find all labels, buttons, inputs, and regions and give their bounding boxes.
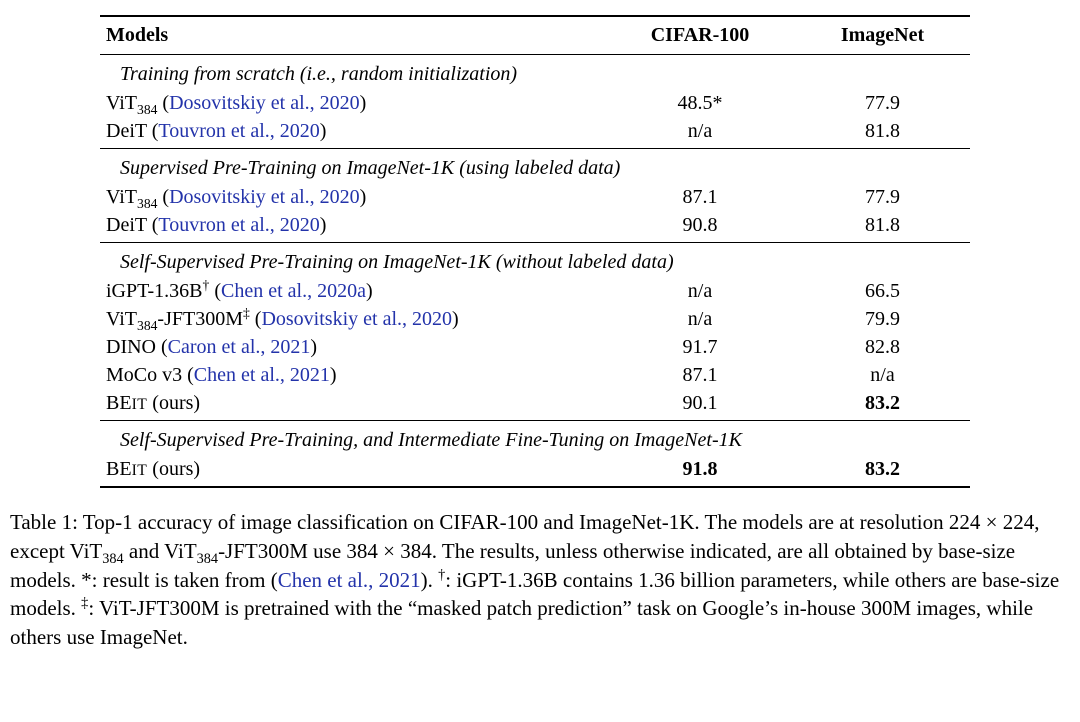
model-cell [100,91,605,116]
citation-link[interactable]: Dosovitskiy et al., 2020 [261,307,452,330]
results-table [100,15,970,488]
model-cell [100,335,605,360]
model-cell [100,391,605,416]
section-title [100,246,970,277]
text-run: Table 1: Top-1 accuracy of image classification on CIFAR-100 and ImageNet-1K. The models are at resolution 224 × 224, except ViT [10,510,1040,563]
model-cell [100,213,605,238]
imagenet-value: 82.8 [865,335,900,358]
table-body [100,54,970,483]
table-top-rule [100,15,970,17]
table-row [100,333,970,361]
cifar-100-value: 90.1 [682,391,718,414]
table-row [100,277,970,305]
table-header-row [100,20,970,51]
section-title [100,152,970,183]
imagenet-value: 79.9 [865,307,900,330]
model-cell [100,185,605,210]
text-run: ( [157,185,170,208]
cifar-100-value: 87.1 [682,363,718,386]
table-row [100,211,970,239]
text-run: ) [452,307,459,330]
citation-link[interactable]: Caron et al., 2021 [167,335,311,358]
section-rule [100,420,970,421]
section-title-text: Training from scratch (i.e., random initialization) [120,63,518,85]
footnote-marker: † [438,566,446,583]
imagenet-value: 83.2 [865,391,900,414]
subscript: 384 [102,550,124,567]
footnote-marker: ‡ [81,595,89,612]
section-rule [100,242,970,243]
cifar-100-value: n/a [687,279,713,302]
model-cell [100,457,605,482]
imagenet-value: n/a [870,363,895,386]
text-run: ) [310,335,318,358]
subscript: 384 [196,550,219,567]
text-run: MoCo v3 ( [106,363,194,386]
text-run: BE [106,457,132,480]
text-run: ViT [106,307,138,330]
text-run: ( [157,91,170,114]
table-row [100,305,970,333]
header-cifar-100: CIFAR-100 [650,24,750,46]
citation-link[interactable]: Dosovitskiy et al., 2020 [169,185,360,208]
table-row [100,361,970,389]
citation-link[interactable]: Touvron et al., 2020 [158,119,320,142]
cifar-100-value: 48.5* [677,91,723,114]
section-title [100,424,970,455]
citation-link[interactable]: Chen et al., 2021 [277,567,421,592]
text-run: ) [359,185,367,208]
table-row [100,389,970,417]
table-row [100,183,970,211]
text-run: ) [329,363,337,386]
text-run: DeiT ( [106,213,159,236]
model-cell [100,119,605,144]
text-run: (ours) [147,457,201,480]
subscript: 384 [137,101,158,117]
imagenet-value: 77.9 [865,91,900,114]
section-title-text: Supervised Pre-Training on ImageNet-1K (using labeled data) [120,157,621,179]
text-run: ( [209,279,221,302]
text-run: (ours) [147,391,201,414]
subscript: 384 [137,317,158,333]
text-run: BE [106,391,132,414]
text-run: : ViT-JFT300M is pretrained with the “masked patch prediction” task on Google’s in-house 300M images, while others use ImageNet. [10,596,1034,650]
text-run: ViT [106,185,138,208]
text-run: DeiT ( [106,119,159,142]
text-run: -JFT300M [157,307,243,330]
table-row [100,117,970,145]
section-title-text: Self-Supervised Pre-Training, and Intermediate Fine-Tuning on ImageNet-1K [120,429,742,451]
model-cell [100,304,605,333]
smallcaps-text: IT [131,461,148,479]
table-bottom-rule [100,486,970,488]
section-title [100,58,970,89]
header-models: Models [106,24,169,46]
text-run: ) [319,213,327,236]
model-cell [100,276,605,304]
footnote-marker: ‡ [242,304,250,320]
text-run: ) [359,91,367,114]
citation-link[interactable]: Dosovitskiy et al., 2020 [169,91,360,114]
imagenet-value: 83.2 [865,457,900,480]
cifar-100-value: 91.7 [682,335,718,358]
table-caption [10,508,1070,652]
table-row [100,89,970,117]
imagenet-value: 77.9 [865,185,900,208]
footnote-marker: † [202,276,210,292]
cifar-100-value: 87.1 [682,185,718,208]
model-cell [100,363,605,388]
cifar-100-value: n/a [687,307,713,330]
text-run: -JFT300M use 384 × 384. The results, unless otherwise indicated, are all obtained by base-size models. *: result is taken from ( [10,538,1016,592]
text-run: : iGPT-1.36B contains 1.36 billion parameters, while others are base-size models. [10,567,1060,621]
citation-link[interactable]: Touvron et al., 2020 [158,213,320,236]
section-rule [100,54,970,55]
section-rule [100,148,970,149]
imagenet-value: 81.8 [865,119,900,142]
text-run: ). [420,567,439,592]
text-run: ViT [106,91,138,114]
smallcaps-text: IT [131,395,148,413]
cifar-100-value: n/a [687,119,713,142]
section-title-text: Self-Supervised Pre-Training on ImageNet-1K (without labeled data) [120,251,674,273]
citation-link[interactable]: Chen et al., 2021 [193,363,330,386]
citation-link[interactable]: Chen et al., 2020a [220,279,366,302]
text-run: DINO ( [106,335,168,358]
cifar-100-value: 90.8 [682,213,718,236]
text-run: ( [249,307,262,330]
header-imagenet: ImageNet [840,24,925,46]
table-row [100,455,970,483]
text-run: ) [365,279,373,302]
text-run: ) [319,119,327,142]
text-run: iGPT-1.36B [106,279,203,302]
cifar-100-value: 91.8 [682,457,718,480]
imagenet-value: 66.5 [865,279,900,302]
subscript: 384 [137,195,158,211]
imagenet-value: 81.8 [865,213,900,236]
text-run: and ViT [123,538,197,563]
